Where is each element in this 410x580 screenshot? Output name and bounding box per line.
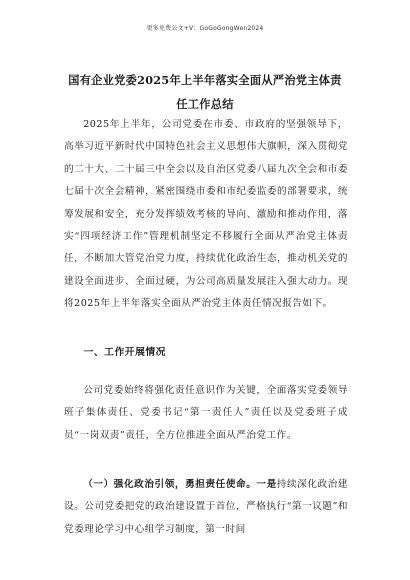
subsection-emph: 一是 [256, 479, 277, 490]
header-watermark: 更多免费公文+V：GoGoGongWen2024 [146, 25, 264, 32]
section-paragraph: 公司党委始终将强化责任意识作为关键，全面落实党委领导班子集体责任、党委书记“第一责任人”责任以及党委班子成员“一岗双责”责任，全方位推进全面从严治党工作。 [64, 385, 348, 441]
intro-paragraph: 2025年上半年，公司党委在市委、市政府的坚强领导下，高举习近平新时代中国特色社会主义思想伟大旗帜，深入贯彻党的二十大、二十届三中全会以及自治区党委八届九次全会和市委七届十次全会精神，紧密围绕市委和市纪委监委的部署要求，统筹发展和安全，充分发挥绩效考核的导向、激励和推动作用，落实“四项经济工作”管理机制坚定不移履行全面从严治党主体责任，不断加大管党治党力度，持续优化政治生态，推动机关党的建设全面进步、全面过硬，为公司高质量发展注入强大动力。现将2025年上半年落实全面从严治党主体责任情况报告如下。 [64, 119, 348, 310]
section-heading: 一、工作开展情况 [83, 347, 166, 358]
subsection-text: 持续深化政治建设。公司党委把党的政治建设置于首位，严格执行“第一议题”和党委理论学习中心组学习制度，第一时间 [64, 479, 349, 535]
subsection-lead: （一）强化政治引领，勇担责任使命。 [83, 479, 257, 490]
subsection-paragraph [64, 474, 348, 541]
document-title: 国有企业党委2025年上半年落实全面从严治党主体责任工作总结 [68, 73, 342, 111]
